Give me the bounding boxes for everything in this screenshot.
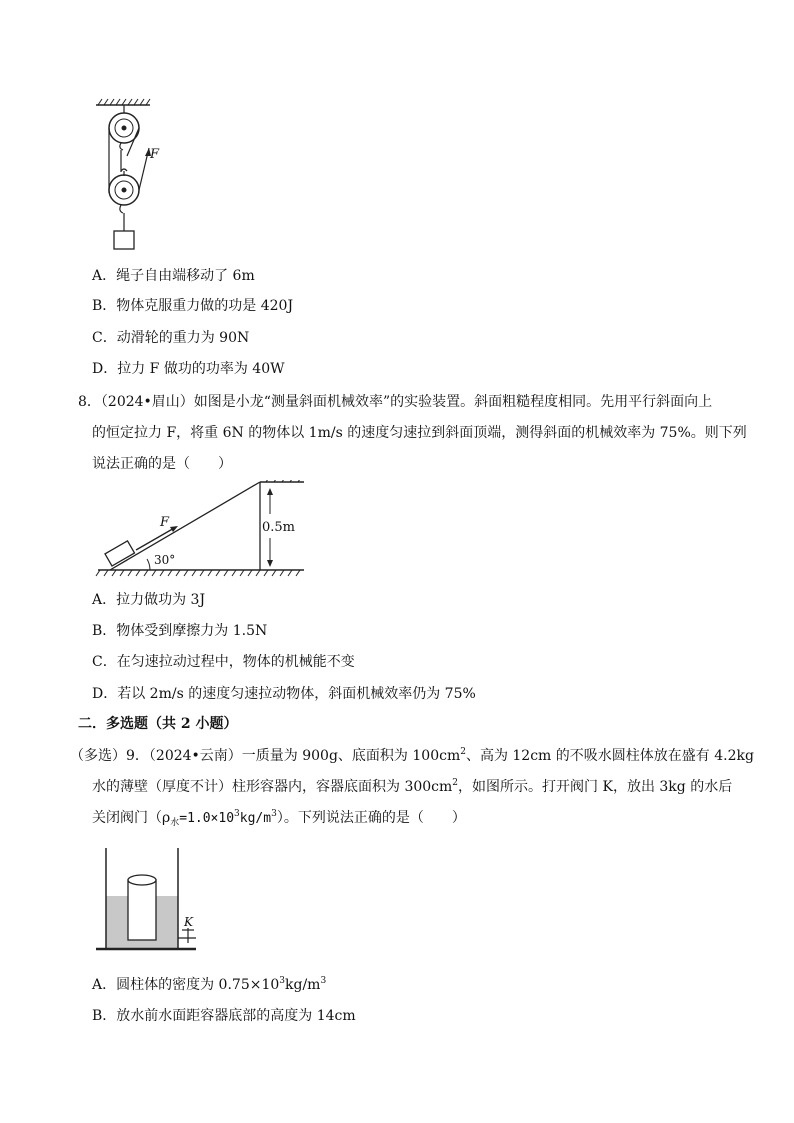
q9-line1-sup: 2 xyxy=(460,747,466,757)
q7-option-d: D．拉力 F 做功的功率为 40W xyxy=(92,361,285,377)
section-heading: 二．多选题（共 2 小题） xyxy=(78,716,238,732)
q9-option-a-sup1: 3 xyxy=(279,976,286,986)
q9-line3-sup1: 3 xyxy=(234,809,240,819)
q9-option-a xyxy=(92,975,326,995)
q9-line3-text-d: ）。下列说法正确的是（ ） xyxy=(276,810,466,826)
q9-line2-text-b: ，如图所示。打开阀门 K，放出 3kg 的水后 xyxy=(458,779,733,795)
q9-option-a-text: A．圆柱体的密度为 0.75×10 xyxy=(92,977,280,993)
q9-stem-line-1 xyxy=(70,746,754,766)
q9-line2-text-a: 水的薄壁（厚度不计）柱形容器内，容器底面积为 300cm xyxy=(92,779,453,795)
incline-figure xyxy=(92,480,312,580)
incline-height-label: 0.5m xyxy=(262,520,296,535)
q9-line1-text-b: 、高为 12cm 的不吸水圆柱体放在盛有 4.2kg xyxy=(465,748,754,764)
container-figure xyxy=(92,846,202,956)
q9-line1-text-a: （多选）9．（2024•云南）一质量为 900g、底面积为 100cm xyxy=(70,748,461,764)
q9-option-a-sup2: 3 xyxy=(320,976,327,986)
q9-option-a-unit: kg/m xyxy=(285,977,321,993)
q8-stem-line-2: 的恒定拉力 F，将重 6N 的物体以 1m/s 的速度匀速拉到斜面顶端，测得斜面的机械效率为 75%。则下列 xyxy=(92,425,747,441)
q9-stem-line-2 xyxy=(92,777,732,797)
q7-option-a: A．绳子自由端移动了 6m xyxy=(92,268,255,284)
q8-option-d: D．若以 2m/s 的速度匀速拉动物体，斜面机械效率仍为 75% xyxy=(92,686,476,702)
q9-line3-sub: 水 xyxy=(170,818,180,828)
pulley-figure xyxy=(88,98,168,254)
incline-angle-label: 30° xyxy=(154,553,176,567)
pulley-force-label: F xyxy=(150,147,160,162)
q8-option-c: C．在匀速拉动过程中，物体的机械能不变 xyxy=(92,654,355,670)
incline-force-label: F xyxy=(160,515,170,530)
q9-stem-line-3 xyxy=(92,808,466,829)
q9-line3-text-c: kg/m xyxy=(239,811,272,826)
q8-option-a: A．拉力做功为 3J xyxy=(92,592,206,608)
q8-stem-line-1: 8．（2024•眉山）如图是小龙“测量斜面机械效率”的实验装置。斜面粗糙程度相同。先用平行斜面向上 xyxy=(78,394,713,410)
q8-stem-line-3: 说法正确的是（ ） xyxy=(92,456,232,472)
q9-line3-text-a: 关闭阀门（ρ xyxy=(92,810,171,826)
q9-option-b: B．放水前水面距容器底部的高度为 14cm xyxy=(92,1008,356,1024)
q9-line3-text-b: =1.0×10 xyxy=(179,811,235,826)
q9-line2-sup: 2 xyxy=(452,778,459,788)
q8-option-b: B．物体受到摩擦力为 1.5N xyxy=(92,623,268,639)
q9-line3-sup2: 3 xyxy=(271,809,277,819)
q7-option-c: C．动滑轮的重力为 90N xyxy=(92,330,250,346)
valve-label: K xyxy=(184,915,193,929)
q7-option-b: B．物体克服重力做的功是 420J xyxy=(92,298,294,314)
